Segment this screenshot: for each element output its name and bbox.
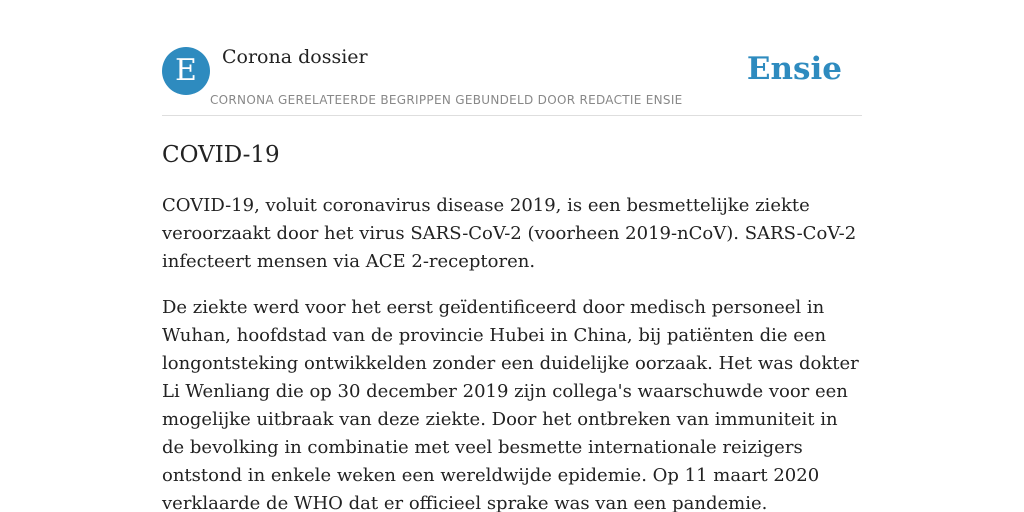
- article: [162, 140, 862, 512]
- dossier-title-link[interactable]: Corona dossier: [222, 46, 368, 68]
- header-divider: [162, 115, 862, 116]
- article-title: COVID-19: [162, 142, 280, 168]
- article-paragraph-2: De ziekte werd voor het eerst geïdentificeerd door medisch personeel in Wuhan, hoofdstad van de provincie Hubei in China, bij patiënten die een longontsteking ontwikkelden zonder een duidelijke oorzaak. Het was dokter Li Wenliang die op 30 december 2019 zijn collega's waarschuwde voor een mogelijke uitbraak van deze ziekte. Door het ontbreken van immuniteit in de bevolking in combinatie met veel besmette internationale reizigers ontstond in enkele weken een wereldwijde epidemie. Op 11 maart 2020 verklaarde de WHO dat er officieel sprake was van een pandemie.: [162, 297, 859, 512]
- dossier-subtitle: CORNONA GERELATEERDE BEGRIPPEN GEBUNDELD DOOR REDACTIE ENSIE: [210, 93, 683, 107]
- article-paragraph-1: COVID-19, voluit coronavirus disease 2019, is een besmettelijke ziekte veroorzaakt door het virus SARS-CoV-2 (voorheen 2019-nCoV). SARS-CoV-2 infecteert mensen via ACE 2-receptoren.: [162, 195, 857, 272]
- ensie-brand-logo[interactable]: Ensie: [746, 51, 842, 87]
- ensie-logo-icon[interactable]: E: [162, 47, 210, 95]
